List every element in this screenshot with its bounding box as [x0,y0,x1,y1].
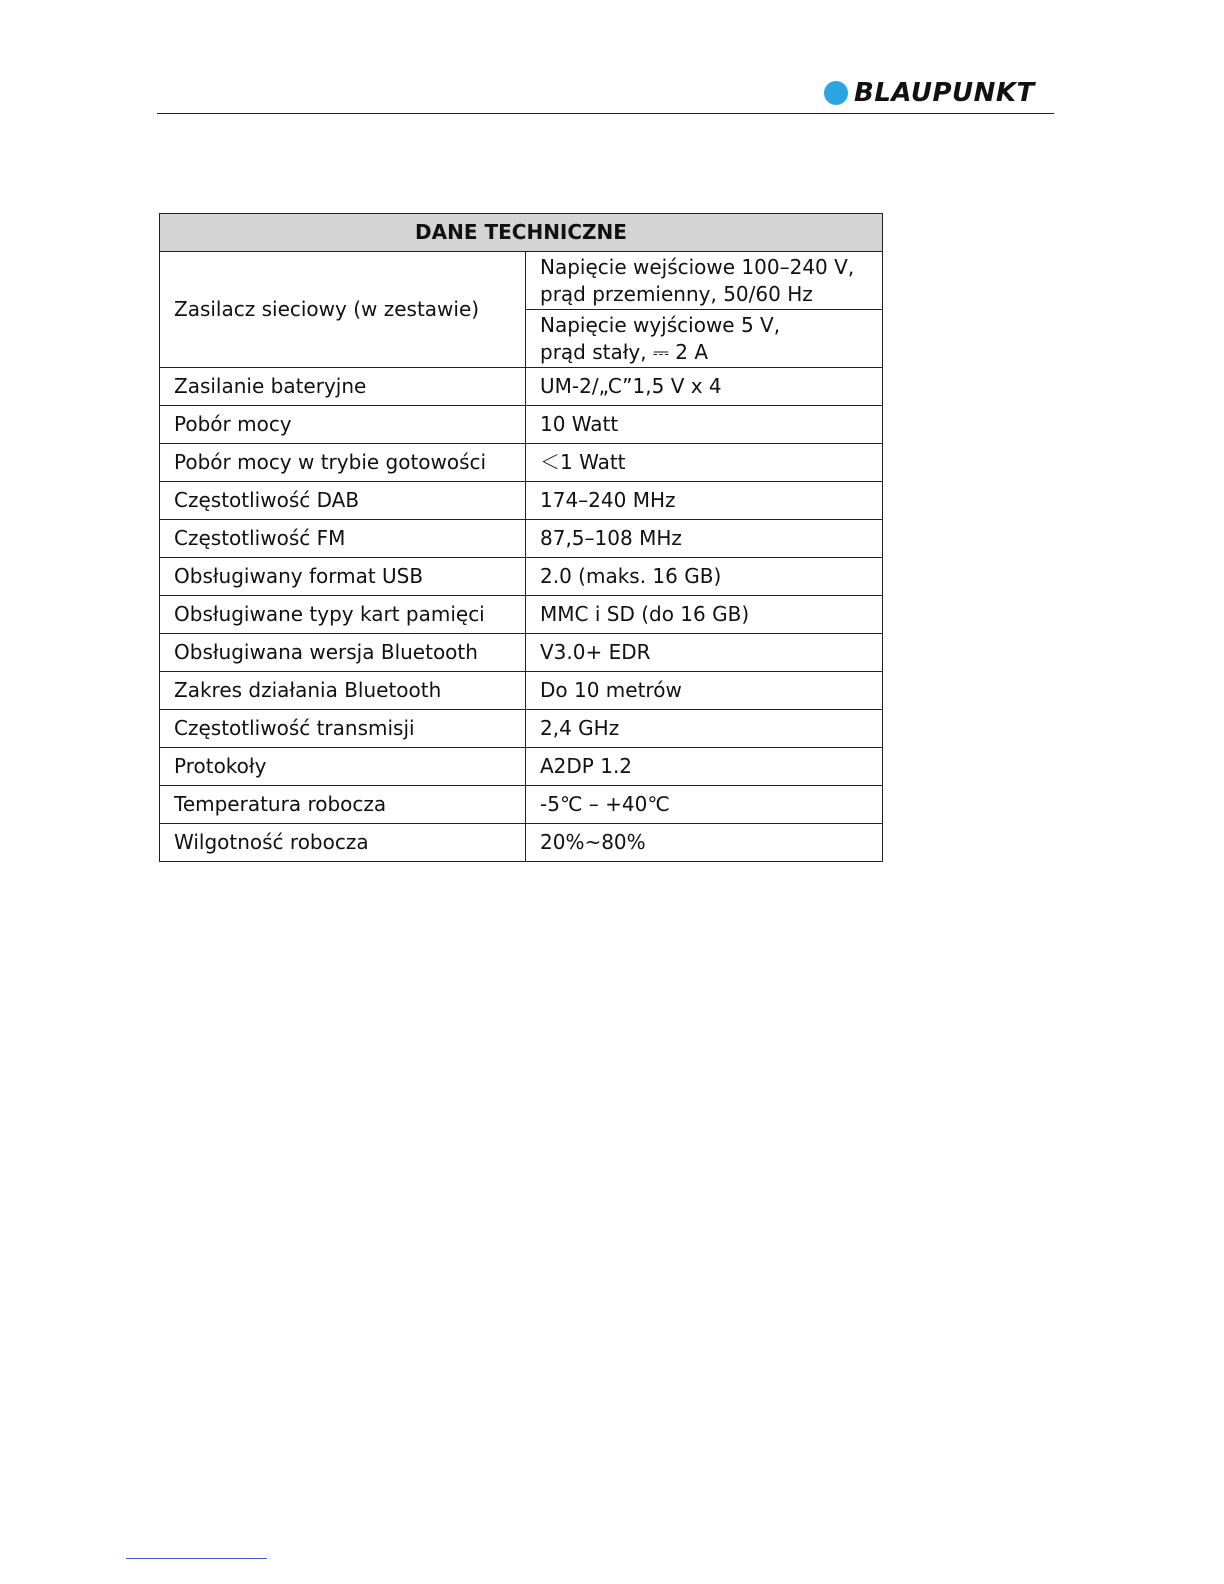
spec-label: Wilgotność robocza [160,824,526,862]
spec-value: 20%~80% [526,824,883,862]
table-row [160,634,883,672]
spec-label: Częstotliwość transmisji [160,710,526,748]
spec-value: A2DP 1.2 [526,748,883,786]
table-row [160,482,883,520]
brand-name: BLAUPUNKT [854,78,1035,108]
power-supply-input: Napięcie wejściowe 100–240 V, prąd przemienny, 50/60 Hz [526,252,883,310]
spec-value: 2,4 GHz [526,710,883,748]
spec-value: 10 Watt [526,406,883,444]
spec-value: -5℃ – +40℃ [526,786,883,824]
spec-value: ＜1 Watt [526,444,883,482]
spec-label: Pobór mocy [160,406,526,444]
spec-value: V3.0+ EDR [526,634,883,672]
specifications-table [159,213,883,862]
table-row [160,596,883,634]
blaupunkt-logo [824,78,1035,108]
spec-value: MMC i SD (do 16 GB) [526,596,883,634]
table-row [160,748,883,786]
spec-label: Pobór mocy w trybie gotowości [160,444,526,482]
table-row [160,824,883,862]
spec-value: UM-2/„C”1,5 V x 4 [526,368,883,406]
table-row [160,368,883,406]
footer-link-line [126,1558,267,1559]
table-row [160,252,883,310]
spec-value: 174–240 MHz [526,482,883,520]
brand-dot-icon [824,81,848,105]
power-supply-output: Napięcie wyjściowe 5 V, prąd stały, ⎓ 2 A [526,310,883,368]
spec-label: Obsługiwany format USB [160,558,526,596]
spec-label: Protokoły [160,748,526,786]
power-supply-label: Zasilacz sieciowy (w zestawie) [160,252,526,368]
spec-value: 87,5–108 MHz [526,520,883,558]
table-row [160,444,883,482]
table-row [160,710,883,748]
table-row [160,406,883,444]
spec-label: Zasilanie bateryjne [160,368,526,406]
table-row [160,786,883,824]
table-title: DANE TECHNICZNE [160,214,883,252]
spec-label: Obsługiwana wersja Bluetooth [160,634,526,672]
spec-value: 2.0 (maks. 16 GB) [526,558,883,596]
table-row [160,558,883,596]
spec-label: Częstotliwość DAB [160,482,526,520]
spec-label: Temperatura robocza [160,786,526,824]
spec-label: Zakres działania Bluetooth [160,672,526,710]
spec-label: Obsługiwane typy kart pamięci [160,596,526,634]
table-row [160,672,883,710]
spec-value: Do 10 metrów [526,672,883,710]
header-divider [157,113,1054,114]
table-row [160,520,883,558]
spec-label: Częstotliwość FM [160,520,526,558]
